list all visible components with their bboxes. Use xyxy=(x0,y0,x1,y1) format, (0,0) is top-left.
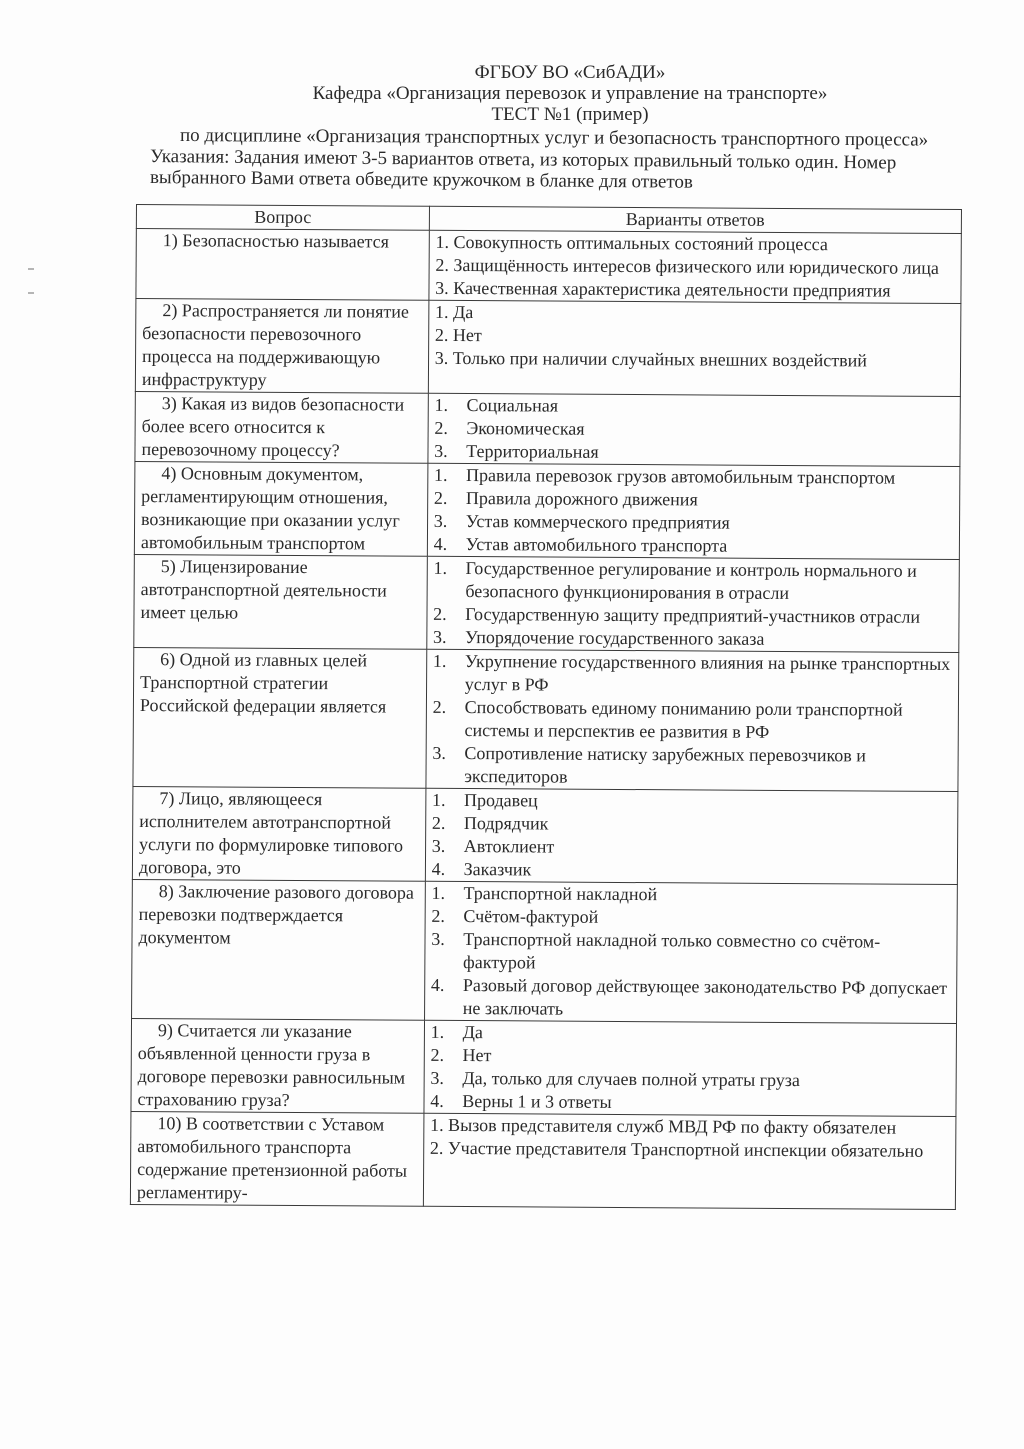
answer-option xyxy=(434,417,953,443)
answer-text: Заказчик xyxy=(463,859,532,880)
table-row xyxy=(133,647,959,791)
table-row xyxy=(134,554,960,652)
table-row xyxy=(134,461,960,559)
answer-number: 3. xyxy=(430,1067,444,1088)
answer-option: 1. Вызов представителя служб МВД РФ по факту обязателен xyxy=(430,1114,897,1138)
table-row xyxy=(132,879,958,1023)
question-cell: 5) Лицензирование автотранспортной деятельности имеет целью xyxy=(134,554,427,649)
scan-mark xyxy=(28,268,34,270)
answers-cell xyxy=(427,463,960,559)
institution-title: ФГБОУ ВО «СибАДИ» xyxy=(474,62,666,83)
column-header-answers: Варианты ответов xyxy=(429,206,961,233)
answer-number: 3. xyxy=(431,928,445,949)
answer-text: Подрядчик xyxy=(463,813,549,834)
answers-cell xyxy=(428,300,961,396)
answer-option xyxy=(433,557,953,606)
answer-number: 1. xyxy=(434,464,448,485)
answer-text: Правила дорожного движения xyxy=(465,488,698,510)
answer-text: Да xyxy=(462,1022,484,1043)
table-row xyxy=(135,391,960,466)
answer-option: 1. Совокупность оптимальных состояний процесса xyxy=(435,231,828,255)
answer-number: 2. xyxy=(432,696,447,717)
answer-option xyxy=(430,1044,949,1070)
answer-option xyxy=(430,1067,949,1093)
answer-option xyxy=(432,835,951,861)
answer-text: Автоклиент xyxy=(463,836,555,857)
answers-cell xyxy=(423,1113,956,1209)
answer-text: Социальная xyxy=(466,395,559,416)
test-table xyxy=(130,204,962,1210)
answer-number: 2. xyxy=(431,812,446,833)
answer-text: Сопротивление натиску зарубежных перевозчиков и экспедиторов xyxy=(464,743,867,787)
question-cell: 3) Какая из видов безопасности более всего относится к перевозочному процессу? xyxy=(135,391,428,463)
answer-text: Да, только для случаев полной утраты груза xyxy=(462,1068,801,1091)
discipline-line: по дисциплине «Организация транспортных услуг и безопасность транспортного процесса» xyxy=(179,125,929,151)
test-title: ТЕСТ №1 (пример) xyxy=(491,104,649,125)
answer-option xyxy=(434,533,953,559)
scan-mark xyxy=(28,292,34,294)
table-row xyxy=(132,786,958,884)
answer-option xyxy=(432,812,951,838)
answer-option xyxy=(434,440,953,466)
answer-text: Правила перевозок грузов автомобильным транспортом xyxy=(466,465,896,488)
question-cell: 2) Распространяется ли понятие безопасности перевозочного процесса на поддерживающую инфраструктуру xyxy=(135,299,428,394)
answer-number: 1. xyxy=(433,557,448,578)
answer-number: 1. xyxy=(430,1021,445,1042)
answer-option xyxy=(432,858,951,884)
answers-cell xyxy=(426,649,959,791)
answer-option: 3. Только при наличии случайных внешних воздействий xyxy=(434,347,867,371)
instructions-line-1: Указания: Задания имеют 3-5 вариантов ответа, из которых правильный только один. Номер xyxy=(149,146,897,174)
answer-option xyxy=(432,789,951,815)
answer-text: Верны 1 и 3 ответы xyxy=(462,1091,612,1112)
table-row xyxy=(131,1018,957,1116)
answers-cell xyxy=(424,1020,957,1116)
answers-cell xyxy=(425,788,958,884)
answer-option: 3. Качественная характеристика деятельности предприятия xyxy=(435,277,891,301)
answer-option xyxy=(433,603,952,629)
table-row xyxy=(136,229,961,304)
answer-number: 1. xyxy=(432,650,447,671)
document-header xyxy=(149,62,990,193)
answer-option xyxy=(434,510,953,536)
instructions-line-2: выбранного Вами ответа обведите кружочком в бланке для ответов xyxy=(149,167,694,193)
answer-number: 3. xyxy=(433,510,448,531)
answer-number: 4. xyxy=(430,974,445,995)
answer-number: 2. xyxy=(431,905,445,926)
answer-number: 3. xyxy=(432,742,446,763)
question-cell: 6) Одной из главных целей Транспортной стратегии Российской федерации является xyxy=(133,647,427,788)
column-header-question: Вопрос xyxy=(136,205,429,231)
answer-number: 3. xyxy=(433,626,447,647)
answer-option xyxy=(431,1021,950,1047)
answer-number: 3. xyxy=(431,835,446,856)
table-body xyxy=(130,229,961,1210)
department-title: Кафедра «Организация перевозок и управление на транспорте» xyxy=(312,83,828,104)
answer-text: Упорядочение государственного заказа xyxy=(465,627,765,649)
answer-text: Продавец xyxy=(464,790,538,811)
answer-text: Экономическая xyxy=(466,418,585,439)
answer-number: 3. xyxy=(434,440,448,461)
answer-text: Укрупнение государственного влияния на рынке транспортных услуг в РФ xyxy=(464,651,951,695)
answers-cell xyxy=(428,393,961,466)
answer-option xyxy=(432,696,952,745)
answer-option xyxy=(432,742,952,791)
answer-text: Способствовать единому пониманию роли транспортной системы и перспектив ее развития в РФ xyxy=(464,697,903,742)
answer-option: 2. Нет xyxy=(434,324,482,346)
answer-number: 1. xyxy=(432,789,446,810)
answer-option xyxy=(434,394,953,420)
answers-cell xyxy=(429,230,962,303)
answer-option xyxy=(431,928,951,977)
answer-option: 2. Участие представителя Транспортной инспекции обязательно xyxy=(429,1137,924,1161)
answer-text: Разовый договор действующее законодательство РФ допускает не заключать xyxy=(462,975,948,1019)
answer-number: 2. xyxy=(430,1044,445,1065)
answer-option xyxy=(431,974,951,1023)
answer-number: 4. xyxy=(430,1090,444,1111)
answer-number: 4. xyxy=(431,858,446,879)
answer-option xyxy=(434,487,953,513)
table-row xyxy=(135,299,961,397)
answer-number: 2. xyxy=(433,603,447,624)
answer-option: 2. Защищённость интересов физического или юридического лица xyxy=(435,254,939,278)
answer-text: Устав коммерческого предприятия xyxy=(465,511,730,533)
answers-cell xyxy=(427,556,960,652)
question-cell: 10) В соответствии с Уставом автомобильного транспорта содержание претензионной работы регламентиру- xyxy=(130,1111,423,1206)
question-cell: 1) Безопасностью называется xyxy=(136,229,429,301)
answer-text: Транспортной накладной только совместно со счётом-фактурой xyxy=(463,929,881,973)
answer-option xyxy=(430,1090,949,1116)
answer-number: 1. xyxy=(431,882,446,903)
answer-text: Устав автомобильного транспорта xyxy=(465,534,728,556)
answer-number: 1. xyxy=(434,394,449,415)
answer-option: 1. Да xyxy=(435,301,474,323)
answer-number: 4. xyxy=(433,533,448,554)
question-cell: 7) Лицо, являющееся исполнителем автотранспортной услуги по формулировке типового договора, это xyxy=(132,786,425,881)
question-cell: 8) Заключение разового договора перевозки подтверждается документом xyxy=(132,879,426,1020)
answer-text: Государственное регулирование и контроль нормального и безопасного функционирования в отрасли xyxy=(465,558,917,603)
answer-option xyxy=(433,626,952,652)
answer-text: Счётом-фактурой xyxy=(463,906,599,927)
question-cell: 4) Основным документом, регламентирующим отношения, возникающие при оказании услуг автомобильным транспортом xyxy=(134,461,427,556)
answer-number: 2. xyxy=(434,417,448,438)
table-row xyxy=(130,1111,956,1209)
answer-number: 2. xyxy=(433,487,448,508)
answer-option xyxy=(431,882,950,908)
answer-text: Территориальная xyxy=(466,441,599,462)
answers-cell xyxy=(424,881,957,1023)
answer-option xyxy=(434,464,953,490)
question-cell: 9) Считается ли указание объявленной ценности груза в договоре перевозки равносильным страхованию груза? xyxy=(131,1018,424,1113)
answer-text: Государственную защиту предприятий-участников отрасли xyxy=(465,604,921,627)
answer-text: Нет xyxy=(462,1045,492,1066)
answer-option xyxy=(433,650,953,699)
answer-text: Транспортной накладной xyxy=(463,883,658,905)
answer-option xyxy=(431,905,950,931)
